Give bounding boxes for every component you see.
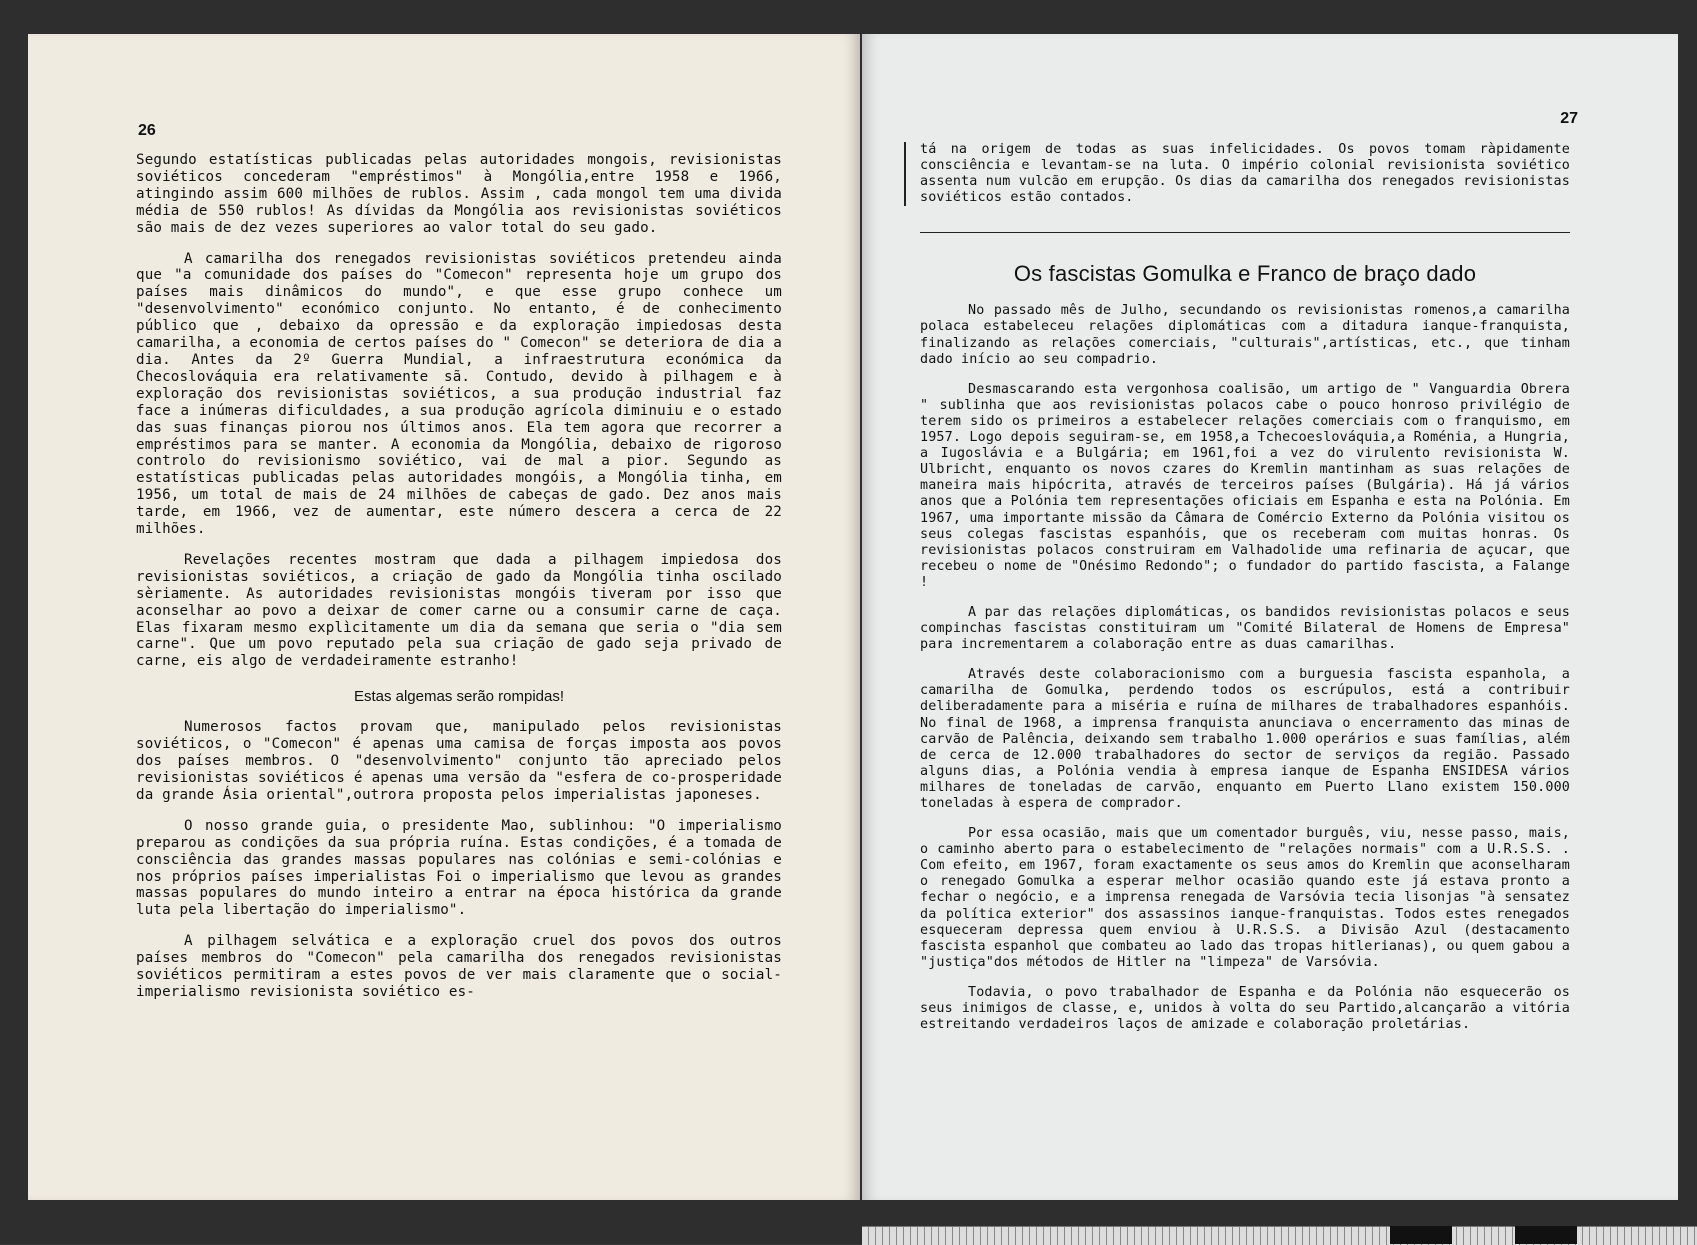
paragraph: A camarilha dos renegados revisionistas soviéticos pretendeu ainda que "a comunidade dos países do "Comecon" representa hoje um grupo dos países mais dinâmicos do mundo", e que esse grupo conhece um "desenvolvimento" económico conjunto. No entanto, é de conhecimento público que , debaixo da opressão e da exploração impiedosas desta camarilha, a economia de certos países do " Comecon" se deteriora de dia a dia. Antes da 2º Guerra Mundial, a infraestrutura económica da Checoslováquia era relativamente sã. Contudo, devido à pilhagem e à exploração dos revisionistas soviéticos, a sua produção industrial faz face a inúmeras dificuldades, a sua produção agrícola diminuiu e o estado das suas finanças piorou nos últimos anos. Ela tem agora que recorrer a empréstimos para se manter. A economia da Mongólia, debaixo de rigoroso controlo do revisionismo soviético, vai de mal a pior. Segundo as estatísticas publicadas pelas autoridades mongóis, a Mongólia tinha, em 1956, um total de mais de 24 milhões de cabeças de gado. Dez anos mais tarde, em 1966, vez de aumentar, este número descera a cerca de 22 milhões. <box>136 250 782 538</box>
divider <box>920 232 1570 233</box>
right-text-column <box>920 142 1570 1047</box>
paragraph: No passado mês de Julho, secundando os revisionistas romenos,a camarilha polaca estabeleceu relações diplomáticas com a ditadura ianque-franquista, finalizando as relações comerciais, "culturais",artísticas, etc., que tinham dado início ao seu compadrio. <box>920 303 1570 367</box>
paragraph: O nosso grande guia, o presidente Mao, sublinhou: "O imperialismo preparou as condições da sua própria ruína. Estas condições, é a tomada de consciência das grandes massas populares nas colónias e semi-colónias e nos próprios países imperialistas Foi o imperialismo que levou as grandes massas populares do mundo inteiro a entrar na época histórica da grande luta pela libertação do imperialismo". <box>136 817 782 919</box>
continued-paragraph: tá na origem de todas as suas infelicidades. Os povos tomam ràpidamente consciência e levantam-se na luta. O império colonial revisionista soviético assenta num vulcão em erupção. Os dias da camarilha dos renegados revisionistas soviéticos estão contados. <box>904 142 1570 206</box>
page-number: 27 <box>1560 110 1578 127</box>
right-page <box>862 34 1678 1200</box>
left-text-column <box>136 152 782 1015</box>
paragraph: A par das relações diplomáticas, os bandidos revisionistas polacos e seus compinchas fascistas constituiram um "Comité Bilateral de Homens de Empresa" para incrementarem a colaboração entre as duas camarilhas. <box>920 604 1570 653</box>
paragraph: A pilhagem selvática e a exploração cruel dos povos dos outros países membros do "Comecon" pela camarilha dos renegados revisionistas soviéticos permitiram a estes povos de ver mais claramente que o social-imperialismo revisionista soviético es- <box>136 933 782 1000</box>
ruler-block <box>1515 1226 1577 1244</box>
paragraph: Por essa ocasião, mais que um comentador burguês, viu, nesse passo, mais, o caminho aberto para o estabelecimento de "relações normais" com a U.R.S.S. . Com efeito, em 1967, foram exactamente os seus amos do Kremlin que aconselharam o renegado Gomulka a esperar melhor ocasião quando este já estava pronto a fechar o negócio, e a imprensa renegada de Varsóvia tecia lisonjas "à sensatez da política exterior" dos assassinos ianque-franquistas. Todos estes renegados esqueceram depressa quem enviou à U.R.S.S. a Divisão Azul (destacamento fascista espanhol que combateu ao lado das tropas hitlerianas), ou quem gabou a "justiça"dos métodos de Hitler na "limpeza" de Varsóvia. <box>920 826 1570 970</box>
ruler-block <box>1390 1226 1452 1244</box>
left-page <box>28 34 860 1200</box>
paragraph: Revelações recentes mostram que dada a pilhagem impiedosa dos revisionistas soviéticos, a criação de gado da Mongólia tinha oscilado sèriamente. As autoridades revisionistas mongóis tiveram por isso que aconselhar ao povo a deixar de comer carne ou a consumir carne de caça. Elas fixaram mesmo explìcitamente um dia da semana que seria o "dia sem carne". Que um povo reputado pela sua criação de gado seja privado de carne, eis algo de verdadeiramente estranho! <box>136 551 782 670</box>
paragraph: Através deste colaboracionismo com a burguesia fascista espanhola, a camarilha de Gomulka, perdendo todos os escrúpulos, está a contribuir deliberadamente para a miséria e ruína de milhares de trabalhadores espanhóis. No final de 1968, a imprensa franquista anunciava o encerramento das minas de carvão de Palência, deixando sem trabalho 1.000 operários e suas famílias, além de cerca de 12.000 trabalhadores do sector de serviços da região. Passado alguns dias, a Polónia vendia à empresa ianque de Espanha ENSIDESA vários milhares de toneladas de carvão, enquanto em Puerto Llano existem 150.000 toneladas à espera de comprador. <box>920 667 1570 811</box>
page-number: 26 <box>138 122 156 139</box>
paragraph: Todavia, o povo trabalhador de Espanha e da Polónia não esquecerão os seus inimigos de classe, e, unidos à volta do seu Partido,alcançarão a vitória estreitando verdadeiros laços de amizade e colaboração proletárias. <box>920 984 1570 1033</box>
section-subheading: Estas algemas serão rompidas! <box>353 688 565 706</box>
paragraph: Segundo estatísticas publicadas pelas autoridades mongois, revisionistas soviéticos concederam "empréstimos" à Mongólia,entre 1958 e 1966, atingindo assim 600 milhões de rublos. Assim , cada mongol tem uma divida média de 550 rublos! As dívidas da Mongólia aos revisionistas soviéticos são mais de dez vezes superiores ao valor total do seu gado. <box>136 152 782 236</box>
paragraph: Desmascarando esta vergonhosa coalisão, um artigo de " Vanguardia Obrera " sublinha que aos revisionistas polacos cabe o pouco honroso privilégio de terem sido os primeiros a estabelecer relações comerciais com o franquismo, em 1957. Logo depois seguiram-se, em 1958,a Tchecoeslováquia,a Roménia, a Hungria, a Iugoslávia e a Bulgária; em 1961,foi a vez do virulento revisionista W. Ulbricht, enquanto os novos czares do Kremlin mantinham as suas relações de maneira mais hipócrita, através de terceiros países (Bulgária). Há já vários anos que a Polónia tem representações oficiais em Espanha e esta na Polónia. Em 1967, uma importante missão da Câmara de Comércio Externo da Polónia visitou os seus colegas fascistas espanhóis, que os receberam com muitas honras. Os revisionistas polacos construiram em Valhadolide uma refinaria de açucar, que recebeu o nome de "Onésimo Redondo"; o fundador do partido fascista, a Falange ! <box>920 381 1570 590</box>
article-title: Os fascistas Gomulka e Franco de braço dado <box>1013 261 1477 287</box>
paragraph: Numerosos factos provam que, manipulado pelos revisionistas soviéticos, o "Comecon" é apenas uma camisa de forças imposta aos povos dos países membros. O "desenvolvimento" conjunto tão apreciado pelos revisionistas soviéticos é apenas uma versão da "esfera de co-prosperidade da grande Ásia oriental",outrora proposta pelos imperialistas japoneses. <box>136 719 782 803</box>
